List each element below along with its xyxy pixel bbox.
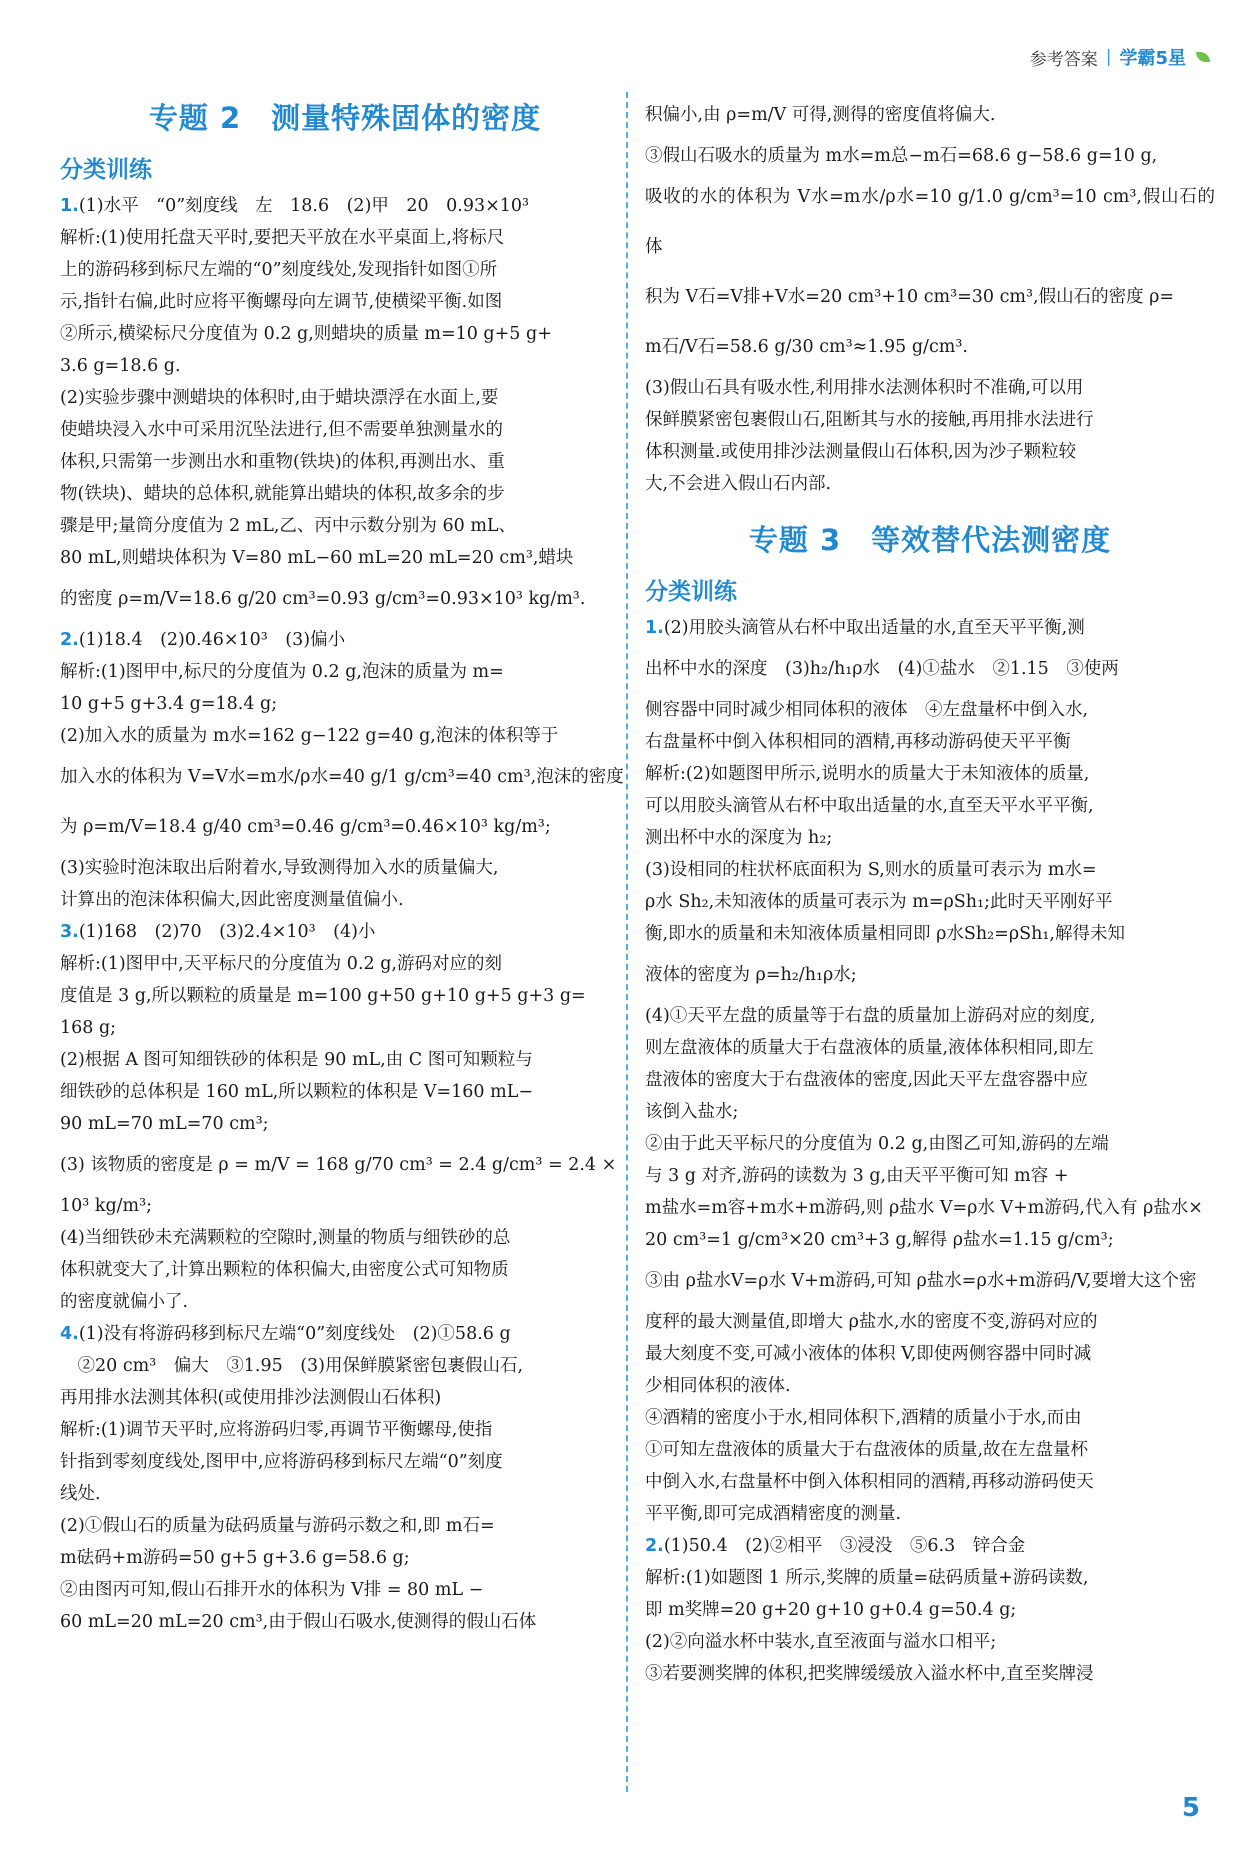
line-text: 体积,只需第一步测出水和重物(铁块)的体积,再测出水、重 [60, 452, 505, 472]
line-text: 少相同体积的液体. [645, 1376, 791, 1396]
question-number: 4. [60, 1324, 79, 1344]
text-line [645, 1192, 1215, 1224]
text-line [645, 854, 1215, 886]
text-line [60, 1382, 630, 1414]
text-line [60, 254, 630, 286]
line-text: (1)水平 “0”刻度线 左 18.6 (2)甲 20 0.93×10³ [78, 196, 530, 216]
text-line [645, 1562, 1215, 1594]
line-text: m盐水=m容+m水+m游码,则 ρ盐水 V=ρ水 V+m游码,代入有 ρ盐水× [645, 1198, 1203, 1218]
line-text: (1)168 (2)70 (3)2.4×10³ (4)小 [78, 922, 376, 942]
text-line [60, 1542, 630, 1574]
line-text: 液体的密度为 ρ=h₂/h₁ρ水; [645, 965, 857, 985]
line-text: 积偏小,由 ρ=m/V 可得,测得的密度值将偏大. [645, 105, 996, 125]
text-line [645, 1032, 1215, 1064]
text-line [60, 1190, 630, 1222]
header-separator: | [1105, 47, 1112, 67]
text-line [645, 1256, 1215, 1306]
text-line [60, 1254, 630, 1286]
topic-3-title: 专题 3 等效替代法测密度 [748, 523, 1112, 557]
text-line [645, 322, 1215, 372]
line-text: 加入水的体积为 V=V水=m水/ρ水=40 g/1 g/cm³=40 cm³,泡沫的密度 [60, 767, 624, 787]
topic-2-title: 专题 2 测量特殊固体的密度 [148, 101, 542, 135]
line-text: 衡,即水的质量和未知液体质量相同即 ρ水Sh₂=ρSh₁,解得未知 [645, 924, 1125, 944]
line-text: (1)50.4 (2)②相平 ③浸没 ⑤6.3 锌合金 [663, 1536, 1026, 1556]
text-line [645, 1402, 1215, 1434]
text-line [60, 948, 630, 980]
text-line [645, 436, 1215, 468]
line-text: ③假山石吸水的质量为 m水=m总−m石=68.6 g−58.6 g=10 g, [645, 146, 1158, 166]
text-line [645, 1224, 1215, 1256]
line-text: 吸收的水的体积为 V水=m水/ρ水=10 g/1.0 g/cm³=10 cm³,假山石的体 [645, 187, 1215, 257]
line-text: 针指到零刻度线处,图甲中,应将游码移到标尺左端“0”刻度 [60, 1452, 503, 1472]
line-text: (2)根据 A 图可知细铁砂的体积是 90 mL,由 C 图可知颗粒与 [60, 1050, 533, 1070]
line-text: (3)设相同的柱状杯底面积为 S,则水的质量可表示为 m水= [645, 860, 1097, 880]
line-text: 出杯中水的深度 (3)h₂/h₁ρ水 (4)①盐水 ②1.15 ③使两 [645, 659, 1119, 679]
line-text: (2)用胶头滴管从右杯中取出适量的水,直至天平平衡,测 [663, 618, 1085, 638]
text-line [60, 318, 630, 350]
text-line [645, 172, 1215, 272]
line-text: 10 g+5 g+3.4 g=18.4 g; [60, 694, 278, 714]
question-number: 1. [645, 618, 664, 638]
text-line [60, 542, 630, 574]
line-text: 骤是甲;量筒分度值为 2 mL,乙、丙中示数分别为 60 mL、 [60, 516, 517, 536]
line-text: 解析:(1)图甲中,天平标尺的分度值为 0.2 g,游码对应的刻 [60, 954, 502, 974]
line-text: 中倒入水,右盘量杯中倒入体积相同的酒精,再移动游码使天 [645, 1472, 1094, 1492]
text-line [60, 1446, 630, 1478]
text-line [60, 624, 630, 656]
line-text: 90 mL=70 mL=70 cm³; [60, 1114, 269, 1134]
text-line [645, 694, 1215, 726]
line-text: 的密度 ρ=m/V=18.6 g/20 cm³=0.93 g/cm³=0.93×10³ kg/m³. [60, 589, 586, 609]
line-text: 度值是 3 g,所以颗粒的质量是 m=100 g+50 g+10 g+5 g+3 g= [60, 986, 586, 1006]
line-text: 盘液体的密度大于右盘液体的密度,因此天平左盘容器中应 [645, 1070, 1089, 1090]
line-text: m砝码+m游码=50 g+5 g+3.6 g=58.6 g; [60, 1548, 410, 1568]
line-text: 积为 V石=V排+V水=20 cm³+10 cm³=30 cm³,假山石的密度 ρ= [645, 287, 1175, 307]
text-line [60, 1012, 630, 1044]
line-text: 体积就变大了,计算出颗粒的体积偏大,由密度公式可知物质 [60, 1260, 509, 1280]
text-line [60, 414, 630, 446]
text-line [645, 1658, 1215, 1690]
text-line [645, 1626, 1215, 1658]
line-text: 示,指针右偏,此时应将平衡螺母向左调节,使横梁平衡.如图 [60, 292, 503, 312]
question-number: 2. [60, 630, 79, 650]
text-line [60, 1318, 630, 1350]
line-text: 该倒入盐水; [645, 1102, 739, 1122]
text-line [60, 656, 630, 688]
text-line [60, 286, 630, 318]
line-text: (3)实验时泡沫取出后附着水,导致测得加入水的质量偏大, [60, 858, 499, 878]
line-text: 3.6 g=18.6 g. [60, 356, 181, 376]
line-text: m石/V石=58.6 g/30 cm³≈1.95 g/cm³. [645, 337, 968, 357]
text-line [645, 372, 1215, 404]
line-text: 60 mL=20 mL=20 cm³,由于假山石吸水,使测得的假山石体 [60, 1612, 537, 1632]
line-text: 计算出的泡沫体积偏大,因此密度测量值偏小. [60, 890, 404, 910]
text-line [60, 1108, 630, 1140]
text-line [645, 1466, 1215, 1498]
text-line [60, 980, 630, 1012]
line-text: (3)假山石具有吸水性,利用排水法测体积时不准确,可以用 [645, 378, 1084, 398]
line-text: 测出杯中水的深度为 h₂; [645, 828, 833, 848]
line-text: 168 g; [60, 1018, 117, 1038]
line-text: 上的游码移到标尺左端的“0”刻度线处,发现指针如图①所 [60, 260, 498, 280]
text-line [60, 752, 630, 802]
right-text-body-a [645, 90, 1215, 500]
text-line [60, 1140, 630, 1190]
text-line [60, 1414, 630, 1446]
text-line [60, 382, 630, 414]
text-line [645, 1000, 1215, 1032]
line-text: ρ水 Sh₂,未知液体的质量可表示为 m=ρSh₁;此时天平刚好平 [645, 892, 1113, 912]
line-text: 度秤的最大测量值,即增大 ρ盐水,水的密度不变,游码对应的 [645, 1312, 1098, 1332]
line-text: 20 cm³=1 g/cm³×20 cm³+3 g,解得 ρ盐水=1.15 g/cm³; [645, 1230, 1114, 1250]
text-line [645, 790, 1215, 822]
line-text: ②由图丙可知,假山石排开水的体积为 V排 = 80 mL − [60, 1580, 484, 1600]
text-line [645, 1434, 1215, 1466]
line-text: 10³ kg/m³; [60, 1196, 153, 1216]
text-line [645, 886, 1215, 918]
text-line [60, 1606, 630, 1638]
text-line [645, 1530, 1215, 1562]
line-text: ②由于此天平标尺的分度值为 0.2 g,由图乙可知,游码的左端 [645, 1134, 1109, 1154]
text-line [60, 1478, 630, 1510]
text-line [645, 1160, 1215, 1192]
text-line [645, 950, 1215, 1000]
line-text: 解析:(1)使用托盘天平时,要把天平放在水平桌面上,将标尺 [60, 228, 505, 248]
line-text: 为 ρ=m/V=18.4 g/40 cm³=0.46 g/cm³=0.46×10³ kg/m³; [60, 817, 551, 837]
line-text: (1)18.4 (2)0.46×10³ (3)偏小 [78, 630, 346, 650]
text-line [60, 574, 630, 624]
line-text: (1)没有将游码移到标尺左端“0”刻度线处 (2)①58.6 g [78, 1324, 511, 1344]
line-text: 再用排水法测其体积(或使用排沙法测假山石体积) [60, 1388, 442, 1408]
line-text: 右盘量杯中倒入体积相同的酒精,再移动游码使天平平衡 [645, 732, 1071, 752]
text-line [645, 644, 1215, 694]
line-text: ③若要测奖牌的体积,把奖牌缓缓放入溢水杯中,直至奖牌浸 [645, 1664, 1094, 1684]
left-column [60, 90, 630, 1638]
line-text: 80 mL,则蜡块体积为 V=80 mL−60 mL=20 mL=20 cm³,蜡块 [60, 548, 574, 568]
text-line [60, 478, 630, 510]
line-text: 大,不会进入假山石内部. [645, 474, 832, 494]
text-line [60, 916, 630, 948]
question-number: 2. [645, 1536, 664, 1556]
text-line [60, 1044, 630, 1076]
text-line [645, 1128, 1215, 1160]
text-line [645, 1096, 1215, 1128]
text-line [60, 1222, 630, 1254]
line-text: 细铁砂的总体积是 160 mL,所以颗粒的体积是 V=160 mL− [60, 1082, 534, 1102]
page-header [1030, 44, 1210, 70]
text-line [645, 726, 1215, 758]
line-text: 则左盘液体的质量大于右盘液体的质量,液体体积相同,即左 [645, 1038, 1094, 1058]
text-line [645, 822, 1215, 854]
text-line [645, 90, 1215, 140]
text-line [645, 140, 1215, 172]
text-line [645, 1338, 1215, 1370]
right-text-body-b [645, 612, 1215, 1690]
left-text-body [60, 190, 630, 1638]
text-line [60, 1574, 630, 1606]
text-line [645, 272, 1215, 322]
line-text: (4)当细铁砂未充满颗粒的空隙时,测量的物质与细铁砂的总 [60, 1228, 511, 1248]
text-line [645, 1064, 1215, 1096]
text-line [645, 1498, 1215, 1530]
text-line [60, 802, 630, 852]
text-line [60, 720, 630, 752]
line-text: 最大刻度不变,可减小液体的体积 V,即使两侧容器中同时减 [645, 1344, 1092, 1364]
text-line [60, 1510, 630, 1542]
right-column [645, 90, 1215, 1690]
line-text: 解析:(2)如题图甲所示,说明水的质量大于未知液体的质量, [645, 764, 1090, 784]
line-text: ②所示,横梁标尺分度值为 0.2 g,则蜡块的质量 m=10 g+5 g+ [60, 324, 552, 344]
brand-logo: 学霸5星 [1119, 48, 1186, 69]
line-text: (2)实验步骤中测蜡块的体积时,由于蜡块漂浮在水面上,要 [60, 388, 499, 408]
line-text: 可以用胶头滴管从右杯中取出适量的水,直至天平水平平衡, [645, 796, 1094, 816]
line-text: 与 3 g 对齐,游码的读数为 3 g,由天平平衡可知 m容 + [645, 1166, 1069, 1186]
text-line [60, 884, 630, 916]
text-line [645, 468, 1215, 500]
text-line [60, 1286, 630, 1318]
text-line [60, 510, 630, 542]
text-line [60, 222, 630, 254]
text-line [645, 612, 1215, 644]
text-line [645, 758, 1215, 790]
line-text: (2)加入水的质量为 m水=162 g−122 g=40 g,泡沫的体积等于 [60, 726, 559, 746]
line-text: ①可知左盘液体的质量大于右盘液体的质量,故在左盘量杯 [645, 1440, 1089, 1460]
text-line [60, 190, 630, 222]
text-line [645, 918, 1215, 950]
line-text: 保鲜膜紧密包裹假山石,阻断其与水的接触,再用排水法进行 [645, 410, 1094, 430]
text-line [60, 446, 630, 478]
text-line [60, 688, 630, 720]
text-line [645, 1306, 1215, 1338]
line-text: 解析:(1)如题图 1 所示,奖牌的质量=砝码质量+游码读数, [645, 1568, 1089, 1588]
text-line [60, 350, 630, 382]
text-line [645, 1370, 1215, 1402]
text-line [60, 852, 630, 884]
section-heading-right: 分类训练 [645, 579, 737, 605]
question-number: 3. [60, 922, 79, 942]
section-heading-left: 分类训练 [60, 157, 152, 183]
leaf-icon [1196, 52, 1210, 62]
line-text: (3) 该物质的密度是 ρ = m/V = 168 g/70 cm³ = 2.4 g/cm³ = 2.4 × [60, 1155, 617, 1175]
question-number: 1. [60, 196, 79, 216]
header-answers-label: 参考答案 [1029, 49, 1098, 70]
line-text: ③由 ρ盐水V=ρ水 V+m游码,可知 ρ盐水=ρ水+m游码/V,要增大这个密 [645, 1271, 1197, 1291]
line-text: 物(铁块)、蜡块的总体积,就能算出蜡块的体积,故多余的步 [60, 484, 505, 504]
line-text: (2)①假山石的质量为砝码质量与游码示数之和,即 m石= [60, 1516, 495, 1536]
text-line [60, 1350, 630, 1382]
line-text: 体积测量.或使用排沙法测量假山石体积,因为沙子颗粒较 [645, 442, 1077, 462]
text-line [60, 1076, 630, 1108]
line-text: 使蜡块浸入水中可采用沉坠法进行,但不需要单独测量水的 [60, 420, 504, 440]
line-text: 解析:(1)调节天平时,应将游码归零,再调节平衡螺母,使指 [60, 1420, 493, 1440]
line-text: 侧容器中同时减少相同体积的液体 ④左盘量杯中倒入水, [645, 700, 1089, 720]
line-text: (4)①天平左盘的质量等于右盘的质量加上游码对应的刻度, [645, 1006, 1096, 1026]
line-text: 即 m奖牌=20 g+20 g+10 g+0.4 g=50.4 g; [645, 1600, 1017, 1620]
line-text: 线处. [60, 1484, 101, 1504]
text-line [645, 404, 1215, 436]
line-text: 平平衡,即可完成酒精密度的测量. [645, 1504, 902, 1524]
line-text: 的密度就偏小了. [60, 1292, 189, 1312]
line-text: ④酒精的密度小于水,相同体积下,酒精的质量小于水,而由 [645, 1408, 1082, 1428]
text-line [645, 1594, 1215, 1626]
line-text: (2)②向溢水杯中装水,直至液面与溢水口相平; [645, 1632, 997, 1652]
line-text: ②20 cm³ 偏大 ③1.95 (3)用保鲜膜紧密包裹假山石, [60, 1356, 524, 1376]
line-text: 解析:(1)图甲中,标尺的分度值为 0.2 g,泡沫的质量为 m= [60, 662, 504, 682]
page-number: 5 [1181, 1793, 1200, 1823]
